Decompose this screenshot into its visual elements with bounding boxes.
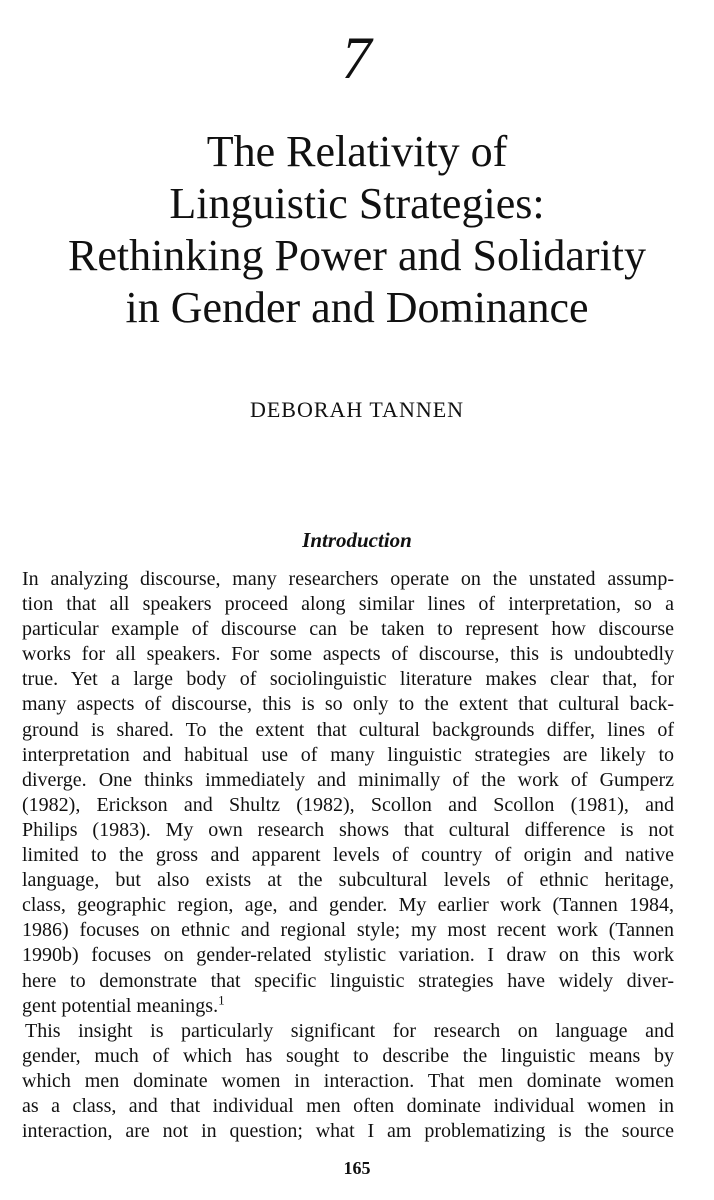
text-line: In analyzing discourse, many researchers operate on the unstated assump- [22,568,674,590]
text-line: as a class, and that individual men often dominate individual women in [22,1094,674,1117]
text-line: tion that all speakers proceed along similar lines of interpretation, so a [22,593,674,616]
text-line: interaction, are not in question; what I am problematizing is the source [22,1120,674,1143]
chapter-number: 7 [341,25,373,91]
text-line-with-footnote [22,991,674,1019]
chapter-title [0,126,714,334]
chapter-title-line: Rethinking Power and Solidarity [67,231,647,280]
text-line: here to demonstrate that specific linguistic strategies have widely diver- [22,969,674,992]
body-text [22,567,674,1144]
text-line: class, geographic region, age, and gender. My earlier work (Tannen 1984, [22,894,674,917]
text-line: language, but also exists at the subcultural levels of ethnic heritage, [22,869,674,892]
author-name: DEBORAH TANNEN [249,397,465,422]
text-line: true. Yet a large body of sociolinguistic literature makes clear that, for [22,668,674,691]
chapter-title-line: in Gender and Dominance [125,283,589,332]
page-number: 165 [343,1158,371,1178]
text-line: Philips (1983). My own research shows that cultural difference is not [22,818,674,841]
text-line: which men dominate women in interaction. That men dominate women [22,1069,674,1092]
text-line: many aspects of discourse, this is so only to the extent that cultural back- [22,693,674,716]
text-line: (1982), Erickson and Shultz (1982), Scollon and Scollon (1981), and [22,793,674,816]
text-line: diverge. One thinks immediately and minimally of the work of Gumperz [22,768,674,791]
text-line: particular example of discourse can be taken to represent how discourse [22,618,674,641]
text-line: This insight is particularly significant for research on language and [25,1019,674,1042]
text-line: gender, much of which has sought to describe the linguistic means by [22,1044,674,1067]
text-line: ground is shared. To the extent that cultural backgrounds differ, lines of [22,718,674,741]
text-line: gent potential meanings. [22,994,219,1017]
section-heading: Introduction [302,528,412,552]
text-line: works for all speakers. For some aspects of discourse, this is undoubtedly [22,643,674,666]
chapter-title-line: The Relativity of [206,127,508,176]
text-line: interpretation and habitual use of many linguistic strategies are likely to [22,743,674,766]
text-line: 1986) focuses on ethnic and regional style; my most recent work (Tannen [22,919,674,942]
chapter-title-line: Linguistic Strategies: [169,179,545,228]
text-line: 1990b) focuses on gender-related stylistic variation. I draw on this work [22,944,674,967]
footnote-marker: 1 [218,991,225,1007]
text-line: limited to the gross and apparent levels of country of origin and native [22,844,674,867]
